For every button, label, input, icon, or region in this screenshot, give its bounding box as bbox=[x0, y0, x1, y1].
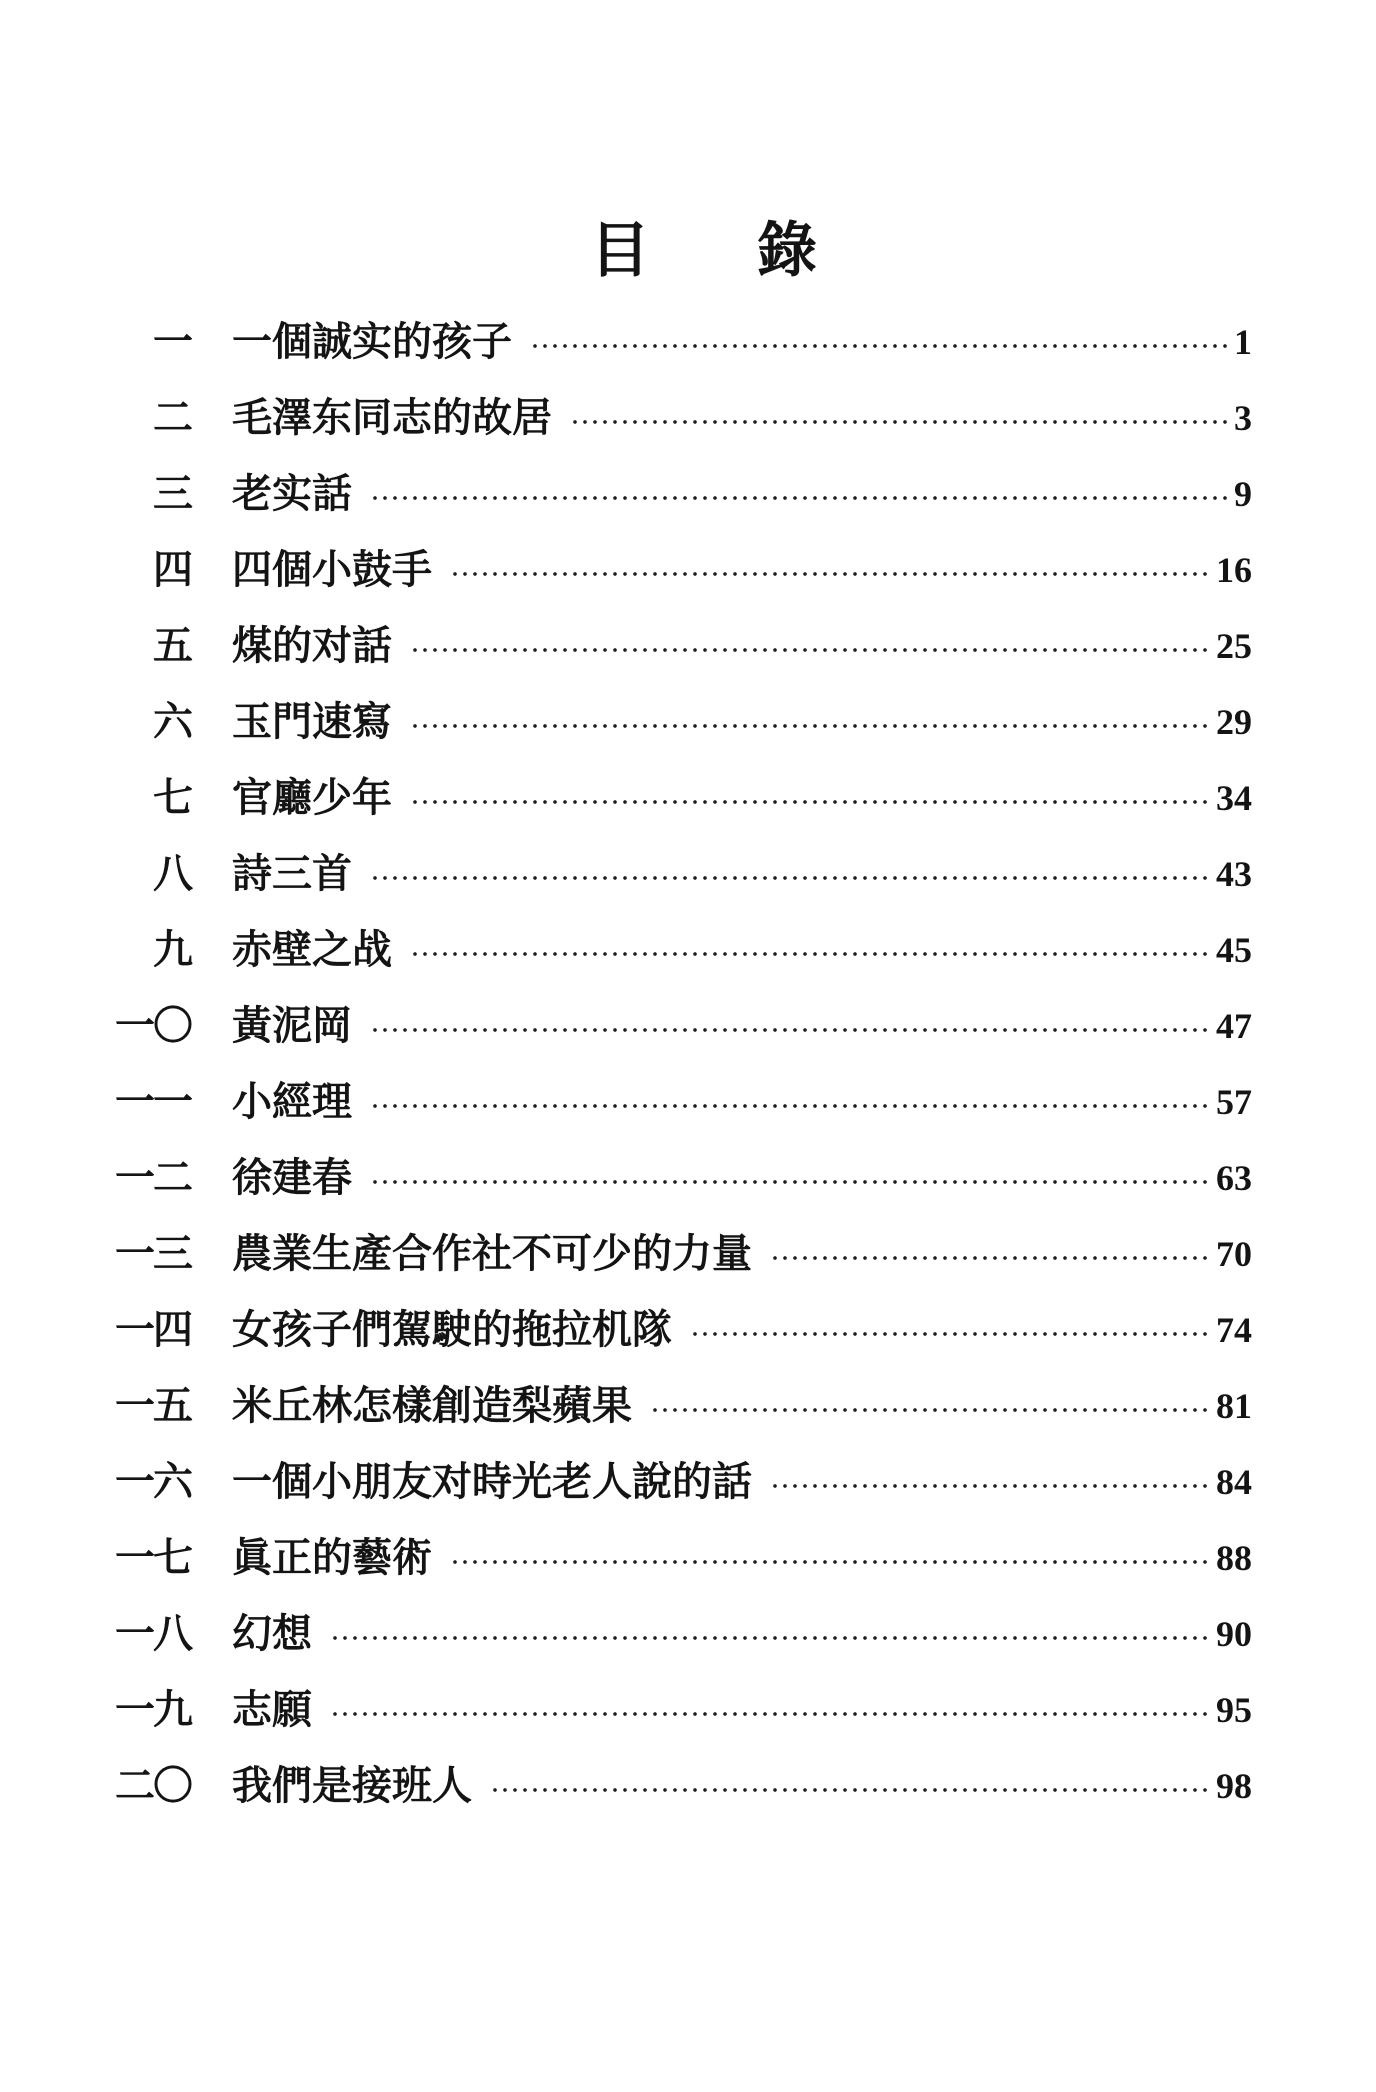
entry-number: 一 bbox=[153, 318, 191, 365]
entry-page: 84 bbox=[1216, 1462, 1252, 1502]
entry-number: 三 bbox=[153, 470, 191, 517]
entry-number: 一四 bbox=[115, 1306, 191, 1353]
toc-entry[interactable] bbox=[0, 540, 1376, 600]
entry-title: 煤的对話 bbox=[232, 622, 392, 669]
toc-entry[interactable] bbox=[0, 1680, 1376, 1740]
dot-leader bbox=[410, 951, 1212, 957]
entry-number: 四 bbox=[153, 546, 191, 593]
entry-page: 63 bbox=[1216, 1158, 1252, 1198]
entry-title: 毛澤东同志的故居 bbox=[232, 394, 552, 441]
dot-leader bbox=[410, 647, 1212, 653]
dot-leader bbox=[450, 1559, 1212, 1565]
toc-entry[interactable] bbox=[0, 616, 1376, 676]
toc-entry[interactable] bbox=[0, 1148, 1376, 1208]
toc-entry[interactable] bbox=[0, 388, 1376, 448]
entry-title: 小經理 bbox=[232, 1078, 352, 1125]
title-char-1: 目 bbox=[590, 216, 650, 286]
entry-number: 七 bbox=[153, 774, 191, 821]
title-char-2: 錄 bbox=[757, 216, 817, 286]
dot-leader bbox=[770, 1255, 1212, 1261]
dot-leader bbox=[370, 495, 1228, 501]
entry-title: 眞正的藝術 bbox=[232, 1534, 432, 1581]
entry-number: 二 bbox=[153, 394, 191, 441]
dot-leader bbox=[490, 1787, 1212, 1793]
entry-number: 九 bbox=[153, 926, 191, 973]
dot-leader bbox=[370, 875, 1212, 881]
entry-title: 米丘林怎樣創造梨蘋果 bbox=[232, 1382, 632, 1429]
entry-number: 一三 bbox=[115, 1230, 191, 1277]
dot-leader bbox=[410, 723, 1212, 729]
toc-entry[interactable] bbox=[0, 844, 1376, 904]
entry-title: 赤壁之战 bbox=[232, 926, 392, 973]
entry-title: 官廳少年 bbox=[232, 774, 392, 821]
toc-entry[interactable] bbox=[0, 312, 1376, 372]
toc-entry[interactable] bbox=[0, 768, 1376, 828]
toc-entry[interactable] bbox=[0, 1224, 1376, 1284]
entry-page: 95 bbox=[1216, 1690, 1252, 1730]
page-title bbox=[0, 216, 1376, 286]
dot-leader bbox=[770, 1483, 1212, 1489]
entry-number: 二〇 bbox=[115, 1762, 191, 1809]
dot-leader bbox=[370, 1027, 1212, 1033]
entry-page: 1 bbox=[1234, 322, 1252, 362]
toc-entry[interactable] bbox=[0, 1376, 1376, 1436]
entry-page: 57 bbox=[1216, 1082, 1252, 1122]
entry-number: 一五 bbox=[115, 1382, 191, 1429]
entry-page: 16 bbox=[1216, 550, 1252, 590]
entry-number: 八 bbox=[153, 850, 191, 897]
entry-title: 黃泥岡 bbox=[232, 1002, 352, 1049]
entry-title: 幻想 bbox=[232, 1610, 312, 1657]
entry-number: 一九 bbox=[115, 1686, 191, 1733]
entry-title: 四個小鼓手 bbox=[232, 546, 432, 593]
dot-leader bbox=[370, 1103, 1212, 1109]
entry-page: 9 bbox=[1234, 474, 1252, 514]
entry-page: 98 bbox=[1216, 1766, 1252, 1806]
entry-page: 74 bbox=[1216, 1310, 1252, 1350]
toc-entry[interactable] bbox=[0, 1452, 1376, 1512]
entry-title: 徐建春 bbox=[232, 1154, 352, 1201]
toc-entry[interactable] bbox=[0, 1604, 1376, 1664]
entry-page: 25 bbox=[1216, 626, 1252, 666]
entry-number: 一六 bbox=[115, 1458, 191, 1505]
toc-entry[interactable] bbox=[0, 1072, 1376, 1132]
toc-entry[interactable] bbox=[0, 920, 1376, 980]
entry-page: 90 bbox=[1216, 1614, 1252, 1654]
entry-number: 一二 bbox=[115, 1154, 191, 1201]
toc-entry[interactable] bbox=[0, 692, 1376, 752]
entry-number: 一八 bbox=[115, 1610, 191, 1657]
entry-number: 一一 bbox=[115, 1078, 191, 1125]
toc-entry[interactable] bbox=[0, 1756, 1376, 1816]
entry-title: 玉門速寫 bbox=[232, 698, 392, 745]
entry-page: 88 bbox=[1216, 1538, 1252, 1578]
entry-number: 一七 bbox=[115, 1534, 191, 1581]
dot-leader bbox=[530, 343, 1228, 349]
entry-title: 農業生產合作社不可少的力量 bbox=[232, 1230, 752, 1277]
toc-entry[interactable] bbox=[0, 464, 1376, 524]
dot-leader bbox=[330, 1635, 1212, 1641]
toc-entry[interactable] bbox=[0, 1528, 1376, 1588]
entry-page: 45 bbox=[1216, 930, 1252, 970]
dot-leader bbox=[370, 1179, 1212, 1185]
entry-number: 六 bbox=[153, 698, 191, 745]
entry-title: 一個小朋友对時光老人說的話 bbox=[232, 1458, 752, 1505]
entry-title: 女孩子們駕駛的拖拉机隊 bbox=[232, 1306, 672, 1353]
dot-leader bbox=[330, 1711, 1212, 1717]
entry-number: 一〇 bbox=[115, 1002, 191, 1049]
toc-entry[interactable] bbox=[0, 996, 1376, 1056]
entry-page: 3 bbox=[1234, 398, 1252, 438]
entry-page: 70 bbox=[1216, 1234, 1252, 1274]
entry-page: 29 bbox=[1216, 702, 1252, 742]
entry-title: 志願 bbox=[232, 1686, 312, 1733]
entry-number: 五 bbox=[153, 622, 191, 669]
entry-title: 我們是接班人 bbox=[232, 1762, 472, 1809]
toc-entry[interactable] bbox=[0, 1300, 1376, 1360]
entry-page: 81 bbox=[1216, 1386, 1252, 1426]
entry-title: 老实話 bbox=[232, 470, 352, 517]
entry-title: 一個誠实的孩子 bbox=[232, 318, 512, 365]
dot-leader bbox=[690, 1331, 1212, 1337]
dot-leader bbox=[650, 1407, 1212, 1413]
entry-page: 34 bbox=[1216, 778, 1252, 818]
dot-leader bbox=[410, 799, 1212, 805]
entry-title: 詩三首 bbox=[232, 850, 352, 897]
entry-page: 43 bbox=[1216, 854, 1252, 894]
dot-leader bbox=[450, 571, 1212, 577]
dot-leader bbox=[570, 419, 1228, 425]
entry-page: 47 bbox=[1216, 1006, 1252, 1046]
